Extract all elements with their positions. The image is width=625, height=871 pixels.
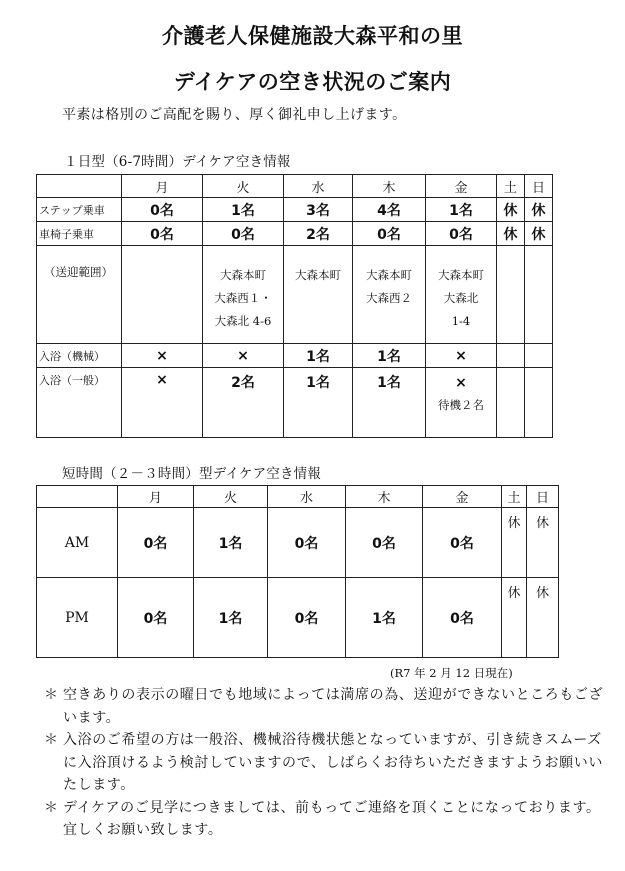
day-header: 水 <box>284 175 353 198</box>
day-header: 木 <box>353 175 426 198</box>
cell-value: 1名 <box>194 578 268 658</box>
cell-value: × <box>426 344 497 368</box>
cell-value: 0名 <box>346 508 423 578</box>
area-cell <box>525 246 553 344</box>
cell-value: × <box>122 344 203 368</box>
cell-value: 休 <box>527 578 559 658</box>
area-line: 大森本町 <box>295 268 341 282</box>
table-row <box>37 222 553 246</box>
full-day-availability-table <box>36 174 553 438</box>
cell-value: 4名 <box>353 198 426 222</box>
note-item <box>44 797 614 842</box>
table-row <box>37 246 553 344</box>
cell-value <box>525 344 553 368</box>
cell-value: 1名 <box>284 344 353 368</box>
area-line: 大森北 <box>443 291 479 305</box>
area-cell <box>122 246 203 344</box>
area-cell <box>353 246 426 344</box>
day-header: 土 <box>497 175 525 198</box>
note-item <box>44 684 614 729</box>
note-item <box>44 729 614 797</box>
cell-value: 休 <box>527 508 559 578</box>
cell-value: 休 <box>502 508 527 578</box>
note-text: デイケアのご見学につきましては、前もってご連絡を頂くことになっております。宜しくお願い致します。 <box>63 799 601 838</box>
corner-cell <box>37 486 118 508</box>
cell-value: 1名 <box>203 198 284 222</box>
area-line: 1-4 <box>451 314 471 328</box>
row-label-am: AM <box>37 508 118 578</box>
short-time-availability-table <box>36 485 559 658</box>
cell-value <box>497 368 525 438</box>
day-header: 土 <box>502 486 527 508</box>
cell-value: 2名 <box>203 368 284 438</box>
area-line: 大森本町 <box>220 268 266 282</box>
cell-value: 0名 <box>118 578 194 658</box>
row-label-pickup-area: （送迎範囲） <box>37 246 122 344</box>
waitlist-note: 待機２名 <box>438 398 484 412</box>
day-header: 月 <box>122 175 203 198</box>
cell-value: 3名 <box>284 198 353 222</box>
cell-value: 休 <box>502 578 527 658</box>
day-header: 火 <box>203 175 284 198</box>
cell-value: 0名 <box>118 508 194 578</box>
as-of-date: (R7 年 2 月 12 日現在) <box>390 666 513 680</box>
full-day-caption: １日型（6-7時間）デイケア空き情報 <box>64 154 291 170</box>
cell-value <box>525 368 553 438</box>
day-header: 水 <box>268 486 346 508</box>
cell-value: 0名 <box>122 222 203 246</box>
cell-value: × <box>122 368 203 438</box>
day-header: 金 <box>423 486 502 508</box>
area-line: 大森北 4-6 <box>214 314 272 328</box>
day-header: 日 <box>527 486 559 508</box>
row-label-bath-machine: 入浴（機械） <box>37 344 122 368</box>
cell-value: 1名 <box>353 344 426 368</box>
header-row <box>37 486 559 508</box>
area-line: 大森本町 <box>366 268 412 282</box>
short-time-caption: 短時間（２－３時間）型デイケア空き情報 <box>62 466 322 482</box>
cell-value: 0名 <box>423 578 502 658</box>
header-row <box>37 175 553 198</box>
note-bullet: ＊ <box>44 687 59 703</box>
cell-value: 1名 <box>284 368 353 438</box>
table-row <box>37 578 559 658</box>
table-row <box>37 508 559 578</box>
cell-value: × <box>455 375 467 391</box>
area-line: 大森西２ <box>366 291 412 305</box>
cell-value: 0名 <box>203 222 284 246</box>
area-cell <box>426 246 497 344</box>
cell-value: 0名 <box>268 578 346 658</box>
area-line: 大森本町 <box>438 268 484 282</box>
cell-value: 1名 <box>346 578 423 658</box>
row-label-pm: PM <box>37 578 118 658</box>
cell-value: 休 <box>497 222 525 246</box>
cell-value: 0名 <box>268 508 346 578</box>
table-row <box>37 368 553 438</box>
cell-value: 1名 <box>426 198 497 222</box>
cell-value: 1名 <box>353 368 426 438</box>
table-row <box>37 198 553 222</box>
page-title: デイケアの空き状況のご案内 <box>173 70 452 94</box>
row-label-wheelchair: 車椅子乗車 <box>37 222 122 246</box>
day-header: 金 <box>426 175 497 198</box>
corner-cell <box>37 175 122 198</box>
notes-section <box>44 684 614 842</box>
note-bullet: ＊ <box>44 799 59 816</box>
table-row <box>37 344 553 368</box>
cell-value <box>497 344 525 368</box>
day-header: 月 <box>118 486 194 508</box>
note-bullet: ＊ <box>44 732 59 748</box>
note-text: 入浴のご希望の方は一般浴、機械浴待機状態となっていますが、引き続きスムーズに入浴頂けるよう検討していますので、しばらくお待ちいただきますようお願いいたします。 <box>63 732 603 793</box>
day-header: 日 <box>525 175 553 198</box>
area-line: 大森西１・ <box>214 291 272 305</box>
day-header: 木 <box>346 486 423 508</box>
area-cell <box>203 246 284 344</box>
cell-value: 休 <box>497 198 525 222</box>
cell-value: 休 <box>525 198 553 222</box>
area-cell <box>284 246 353 344</box>
day-header: 火 <box>194 486 268 508</box>
cell-value: × <box>203 344 284 368</box>
cell-value: 0名 <box>353 222 426 246</box>
cell-value: 2名 <box>284 222 353 246</box>
cell-value: 0名 <box>423 508 502 578</box>
row-label-bath-general: 入浴（一般） <box>37 368 122 438</box>
cell-value-friday <box>426 368 497 438</box>
row-label-step: ステップ乗車 <box>37 198 122 222</box>
cell-value: 0名 <box>122 198 203 222</box>
cell-value: 1名 <box>194 508 268 578</box>
note-text: 空きありの表示の曜日でも地域によっては満席の為、送迎ができないところもございます。 <box>63 687 604 726</box>
cell-value: 0名 <box>426 222 497 246</box>
greeting-text: 平素は格別のご高配を賜り、厚く御礼申し上げます。 <box>62 107 407 123</box>
facility-title: 介護老人保健施設大森平和の里 <box>162 24 463 48</box>
cell-value: 休 <box>525 222 553 246</box>
area-cell <box>497 246 525 344</box>
